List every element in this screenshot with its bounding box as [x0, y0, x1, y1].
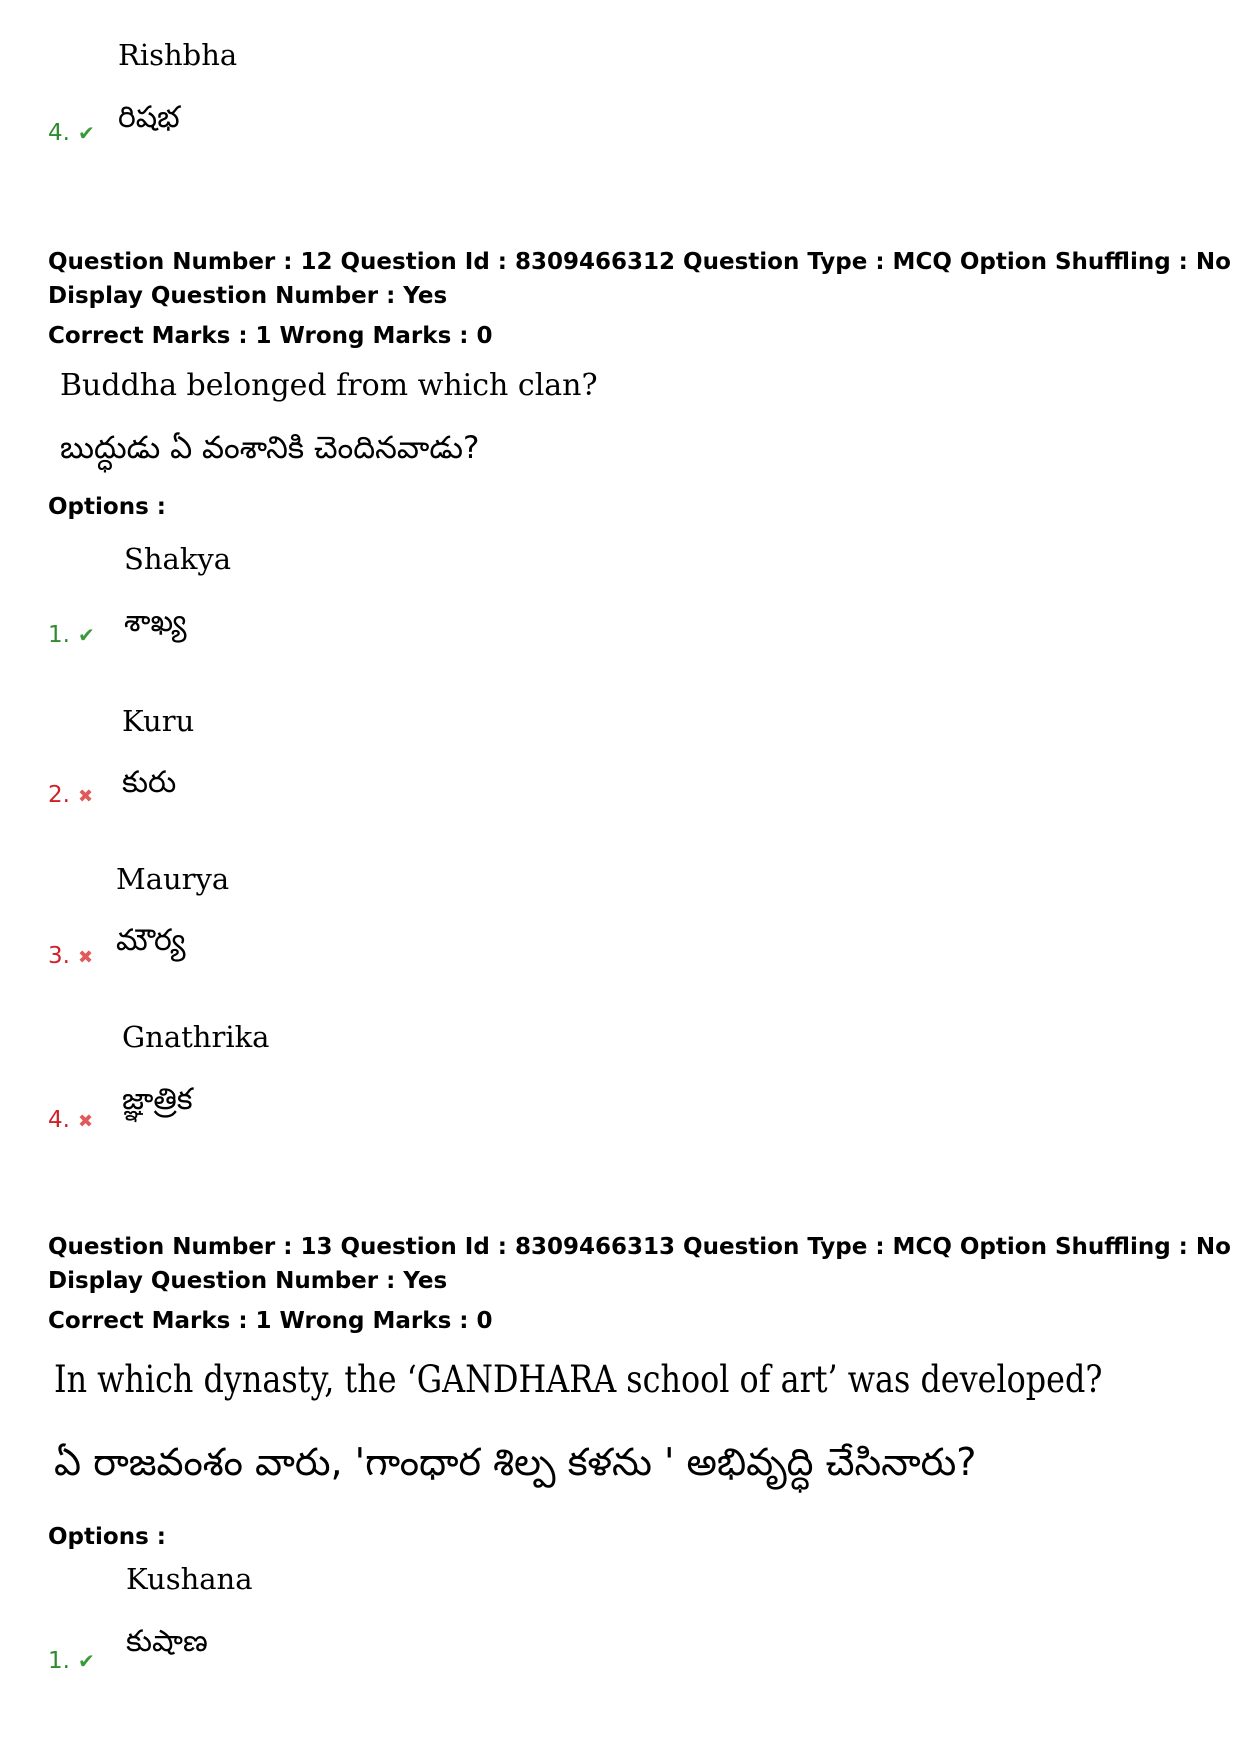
q12-option-3-english: Maurya — [116, 862, 230, 896]
option-number: 1. — [48, 622, 70, 648]
question-13-options-label: Options : — [48, 1524, 166, 1550]
q12-option-2-telugu: కురు — [122, 765, 177, 800]
question-13-meta-line2: Display Question Number : Yes — [48, 1268, 448, 1294]
question-13-text-telugu: ఏ రాజవంశం వారు, 'గాంధార శిల్ప కళను ' అభివృద్ధి చేసినారు? — [54, 1440, 977, 1484]
question-12-meta-line2: Display Question Number : Yes — [48, 283, 448, 309]
check-icon: ✔ — [77, 121, 95, 145]
prev-option-4-telugu: రిషభ — [118, 100, 180, 135]
cross-icon: ✖ — [77, 786, 94, 807]
question-12-meta-line1: Question Number : 12 Question Id : 8309466312 Question Type : MCQ Option Shuffling : No — [48, 249, 1231, 275]
question-12-text-english: Buddha belonged from which clan? — [60, 368, 598, 403]
check-icon: ✔ — [77, 1649, 95, 1673]
option-number: 3. — [48, 943, 70, 969]
option-number: 1. — [48, 1648, 70, 1674]
q13-option-1-number — [48, 1648, 95, 1674]
q12-option-3-telugu: మౌర్య — [116, 923, 186, 958]
option-number: 2. — [48, 782, 70, 808]
cross-icon: ✖ — [77, 1111, 94, 1132]
check-icon: ✔ — [77, 623, 95, 647]
question-12-options-label: Options : — [48, 494, 166, 520]
question-13-text-english: In which dynasty, the ‘GANDHARA school of art’ was developed? — [54, 1358, 1103, 1401]
q12-option-4-number — [48, 1107, 93, 1133]
q12-option-2-english: Kuru — [122, 704, 195, 738]
question-12-marks: Correct Marks : 1 Wrong Marks : 0 — [48, 323, 493, 349]
q12-option-2-number — [48, 782, 93, 808]
question-13-meta-line1: Question Number : 13 Question Id : 8309466313 Question Type : MCQ Option Shuffling : No — [48, 1234, 1231, 1260]
q12-option-4-telugu: జ్ఞాత్రిక — [122, 1082, 193, 1117]
option-number: 4. — [48, 120, 70, 146]
prev-option-4-english: Rishbha — [118, 38, 238, 72]
q12-option-1-number — [48, 622, 95, 648]
q12-option-1-english: Shakya — [124, 542, 232, 576]
q12-option-1-telugu: శాఖ్య — [124, 604, 187, 639]
q13-option-1-telugu: కుషాణ — [126, 1624, 208, 1659]
q12-option-4-english: Gnathrika — [122, 1020, 270, 1054]
question-12-text-telugu: బుద్ధుడు ఏ వంశానికి చెందినవాడు? — [60, 430, 480, 466]
cross-icon: ✖ — [77, 947, 94, 968]
q12-option-3-number — [48, 943, 93, 969]
q13-option-1-english: Kushana — [126, 1562, 253, 1596]
question-13-marks: Correct Marks : 1 Wrong Marks : 0 — [48, 1308, 493, 1334]
option-number: 4. — [48, 1107, 70, 1133]
prev-option-4-number — [48, 120, 95, 146]
